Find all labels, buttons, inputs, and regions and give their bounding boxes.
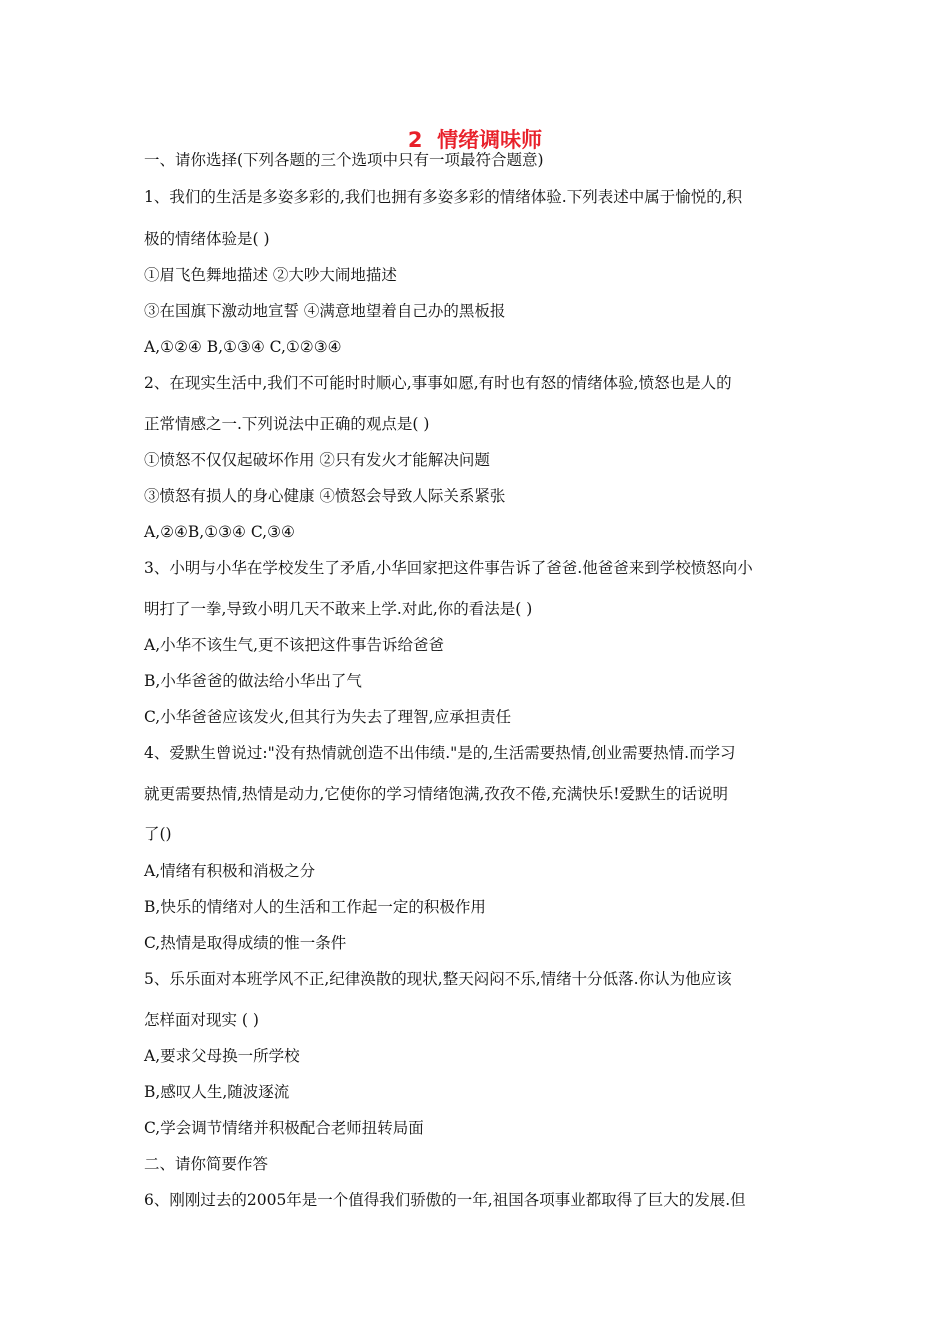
- question-5-line-1: 5、乐乐面对本班学风不正,纪律涣散的现状,整天闷闷不乐,情绪十分低落.你认为他应该: [144, 970, 732, 988]
- question-3-option-a: A,小华不该生气,更不该把这件事告诉给爸爸: [144, 636, 445, 654]
- question-3-option-c: C,小华爸爸应该发火,但其行为失去了理智,应承担责任: [144, 708, 512, 726]
- question-1-line-2: 极的情绪体验是( ): [144, 230, 270, 248]
- question-2-statements-b: ③愤怒有损人的身心健康 ④愤怒会导致人际关系紧张: [144, 487, 506, 505]
- question-1-statements-a: ①眉飞色舞地描述 ②大吵大闹地描述: [144, 266, 397, 284]
- question-5-line-2: 怎样面对现实 ( ): [144, 1011, 259, 1029]
- page-title: 2 情绪调味师: [407, 128, 543, 152]
- question-4-option-c: C,热情是取得成绩的惟一条件: [144, 934, 347, 952]
- question-1-line-1: 1、我们的生活是多姿多彩的,我们也拥有多姿多彩的情绪体验.下列表述中属于愉悦的,积: [144, 188, 743, 206]
- question-2-options: A,②④B,①③④ C,③④: [144, 523, 295, 541]
- question-3-option-b: B,小华爸爸的做法给小华出了气: [144, 672, 362, 690]
- question-2-line-2: 正常情感之一.下列说法中正确的观点是( ): [144, 415, 430, 433]
- question-2-line-1: 2、在现实生活中,我们不可能时时顺心,事事如愿,有时也有怒的情绪体验,愤怒也是人的: [144, 374, 732, 392]
- question-2-statements-a: ①愤怒不仅仅起破坏作用 ②只有发火才能解决问题: [144, 451, 490, 469]
- question-5-option-b: B,感叹人生,随波逐流: [144, 1083, 290, 1101]
- question-4-option-b: B,快乐的情绪对人的生活和工作起一定的积极作用: [144, 898, 486, 916]
- question-6-line-1: 6、刚刚过去的2005年是一个值得我们骄傲的一年,祖国各项事业都取得了巨大的发展.但: [144, 1191, 746, 1209]
- question-3-line-2: 明打了一拳,导致小明几天不敢来上学.对此,你的看法是( ): [144, 600, 533, 618]
- question-4-option-a: A,情绪有积极和消极之分: [144, 862, 316, 880]
- question-1-options: A,①②④ B,①③④ C,①②③④: [144, 338, 342, 356]
- question-4-line-2: 就更需要热情,热情是动力,它使你的学习情绪饱满,孜孜不倦,充满快乐!爱默生的话说明: [144, 785, 728, 803]
- question-4-line-3: 了(): [144, 825, 172, 843]
- section-heading-answer: 二、请你简要作答: [144, 1155, 269, 1173]
- question-3-line-1: 3、小明与小华在学校发生了矛盾,小华回家把这件事告诉了爸爸.他爸爸来到学校愤怒向小: [144, 559, 753, 577]
- question-5-option-c: C,学会调节情绪并积极配合老师扭转局面: [144, 1119, 424, 1137]
- question-1-statements-b: ③在国旗下激动地宣誓 ④满意地望着自己办的黑板报: [144, 302, 506, 320]
- section-heading-choice: 一、请你选择(下列各题的三个选项中只有一项最符合题意): [144, 151, 544, 169]
- question-4-line-1: 4、爱默生曾说过:"没有热情就创造不出伟绩."是的,生活需要热情,创业需要热情.而学习: [144, 744, 736, 762]
- question-5-option-a: A,要求父母换一所学校: [144, 1047, 300, 1065]
